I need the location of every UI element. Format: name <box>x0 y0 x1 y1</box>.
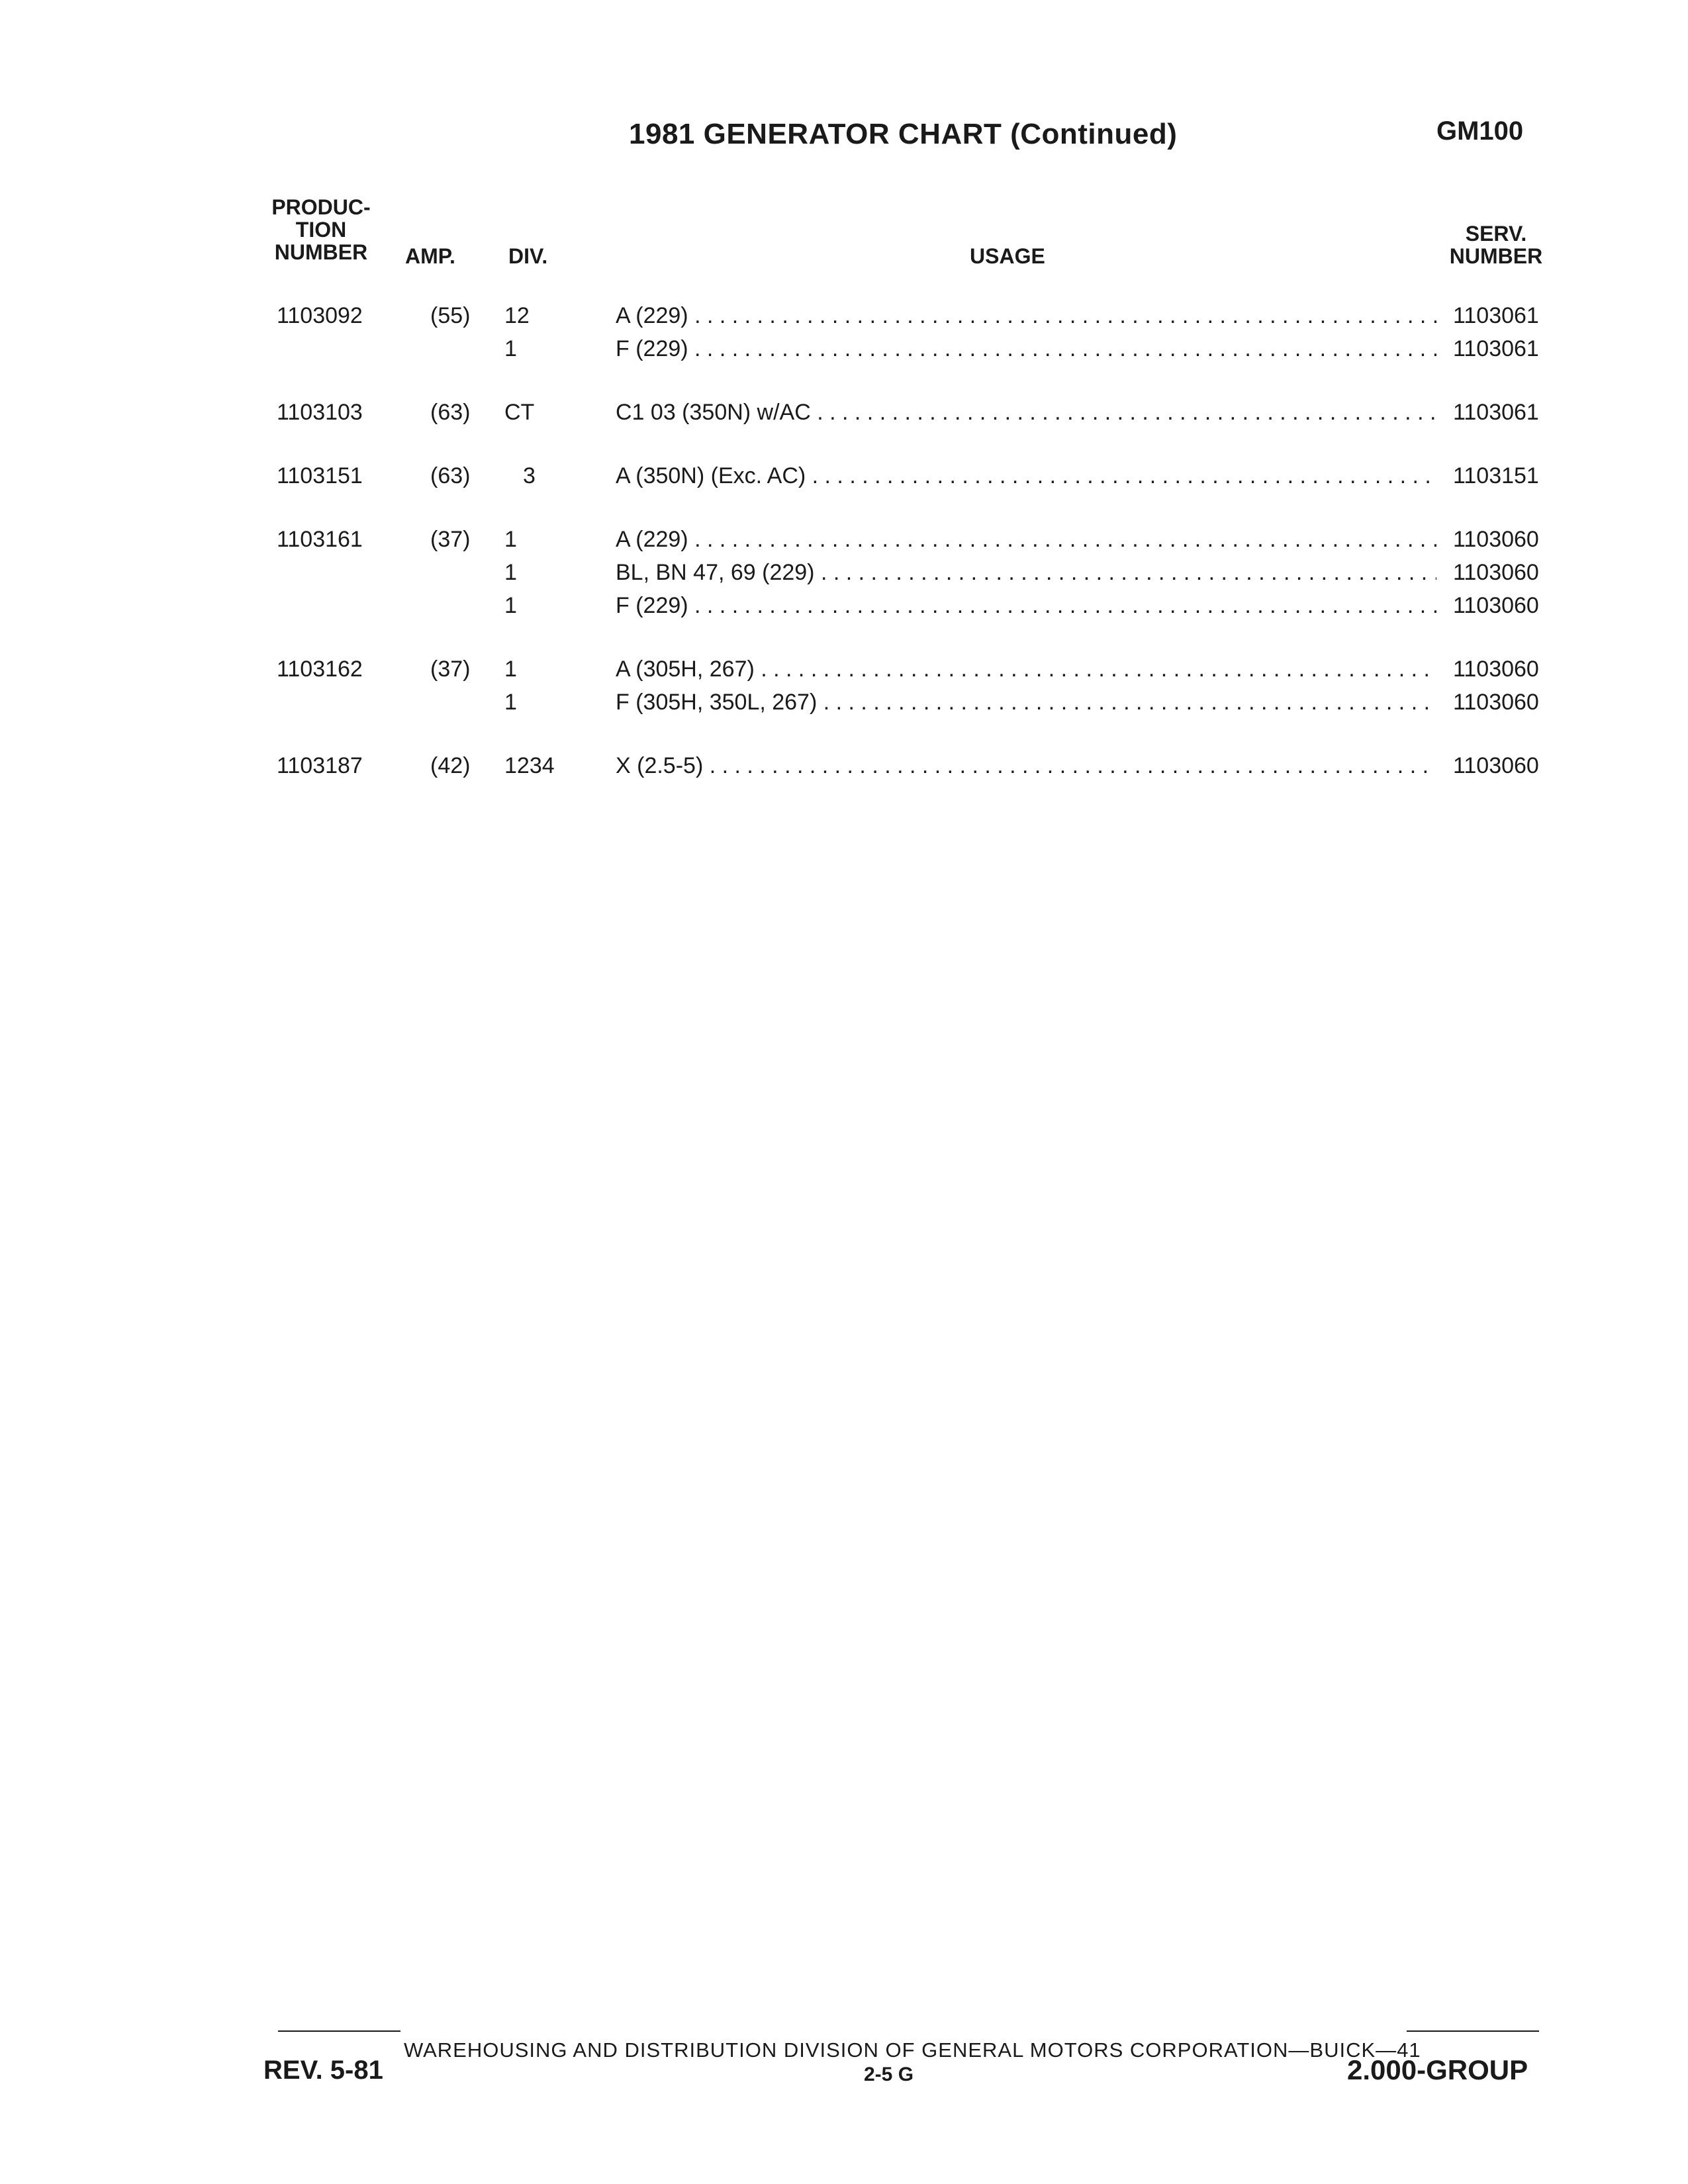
div-cell: 1 <box>504 690 517 715</box>
usage-cell: A (305H, 267) . . . <box>616 653 1436 686</box>
page-number: 2-5 G <box>864 2064 914 2085</box>
amp-cell: (42) <box>430 753 471 778</box>
column-header-usage: USAGE <box>970 244 1045 268</box>
table-row <box>0 686 1688 719</box>
column-header-production-line2: TION <box>295 218 347 242</box>
serv-number-cell: 1103060 <box>1453 560 1539 585</box>
production-number-cell: 1103103 <box>277 400 363 425</box>
usage-cell: C1 03 (350N) w/AC . . . <box>616 396 1436 429</box>
table-row <box>0 556 1688 589</box>
serv-number-cell: 1103061 <box>1453 303 1539 328</box>
table-group <box>0 396 1688 429</box>
table-row <box>0 299 1688 332</box>
div-cell: 12 <box>504 303 530 328</box>
amp-cell: (37) <box>430 657 471 682</box>
amp-cell: (55) <box>430 303 471 328</box>
column-header-production-number <box>265 196 377 263</box>
div-cell: 1 <box>504 527 517 552</box>
serv-number-cell: 1103061 <box>1453 400 1539 425</box>
production-number-cell: 1103092 <box>277 303 363 328</box>
usage-cell: F (305H, 350L, 267) . . . <box>616 686 1436 719</box>
serv-number-cell: 1103060 <box>1453 657 1539 682</box>
column-header-serv-line2: NUMBER <box>1449 244 1543 268</box>
production-number-cell: 1103161 <box>277 527 363 552</box>
production-number-cell: 1103162 <box>277 657 363 682</box>
usage-cell: F (229) . . . <box>616 589 1436 622</box>
table-group <box>0 749 1688 782</box>
div-cell: 3 <box>523 463 536 488</box>
table-group <box>0 653 1688 719</box>
table-row <box>0 653 1688 686</box>
production-number-cell: 1103151 <box>277 463 363 488</box>
production-number-cell: 1103187 <box>277 753 363 778</box>
div-cell: 1 <box>504 593 517 618</box>
div-cell: 1 <box>504 560 517 585</box>
column-header-production-line1: PRODUC- <box>271 195 371 219</box>
table-row <box>0 523 1688 556</box>
amp-cell: (63) <box>430 400 471 425</box>
column-header-production-line3: NUMBER <box>274 240 368 264</box>
column-header-serv-line1: SERV. <box>1465 222 1527 246</box>
usage-cell: A (229) . . . <box>616 523 1436 556</box>
table-row <box>0 396 1688 429</box>
table-row <box>0 459 1688 492</box>
table-row <box>0 749 1688 782</box>
table-row <box>0 589 1688 622</box>
usage-cell: A (350N) (Exc. AC) . . . <box>616 459 1436 492</box>
serv-number-cell: 1103151 <box>1453 463 1539 488</box>
column-header-serv-number <box>1443 222 1549 267</box>
usage-cell: BL, BN 47, 69 (229) . . . <box>616 556 1436 589</box>
serv-number-cell: 1103060 <box>1453 753 1539 778</box>
div-cell: CT <box>504 400 535 425</box>
page-title: 1981 GENERATOR CHART (Continued) <box>629 118 1178 150</box>
div-cell: 1234 <box>504 753 555 778</box>
generator-chart-table <box>0 299 1688 813</box>
serv-number-cell: 1103060 <box>1453 690 1539 715</box>
div-cell: 1 <box>504 657 517 682</box>
footer-rule-right <box>1407 2030 1539 2032</box>
usage-cell: X (2.5-5) . . . <box>616 749 1436 782</box>
usage-cell: F (229) . . . <box>616 332 1436 365</box>
table-group <box>0 459 1688 492</box>
footer-rule-left <box>278 2030 400 2032</box>
amp-cell: (63) <box>430 463 471 488</box>
serv-number-cell: 1103061 <box>1453 336 1539 361</box>
amp-cell: (37) <box>430 527 471 552</box>
div-cell: 1 <box>504 336 517 361</box>
document-code: GM100 <box>1436 116 1524 146</box>
table-row <box>0 332 1688 365</box>
column-header-div: DIV. <box>508 244 548 268</box>
serv-number-cell: 1103060 <box>1453 593 1539 618</box>
column-header-amp: AMP. <box>405 244 455 268</box>
group-code: 2.000-GROUP <box>1347 2054 1528 2085</box>
table-group <box>0 523 1688 622</box>
serv-number-cell: 1103060 <box>1453 527 1539 552</box>
usage-cell: A (229) . . . <box>616 299 1436 332</box>
table-group <box>0 299 1688 365</box>
footer-division-text: WAREHOUSING AND DISTRIBUTION DIVISION OF GENERAL MOTORS CORPORATION—BUICK—41 <box>404 2038 1421 2062</box>
revision-label: REV. 5-81 <box>263 2056 383 2085</box>
